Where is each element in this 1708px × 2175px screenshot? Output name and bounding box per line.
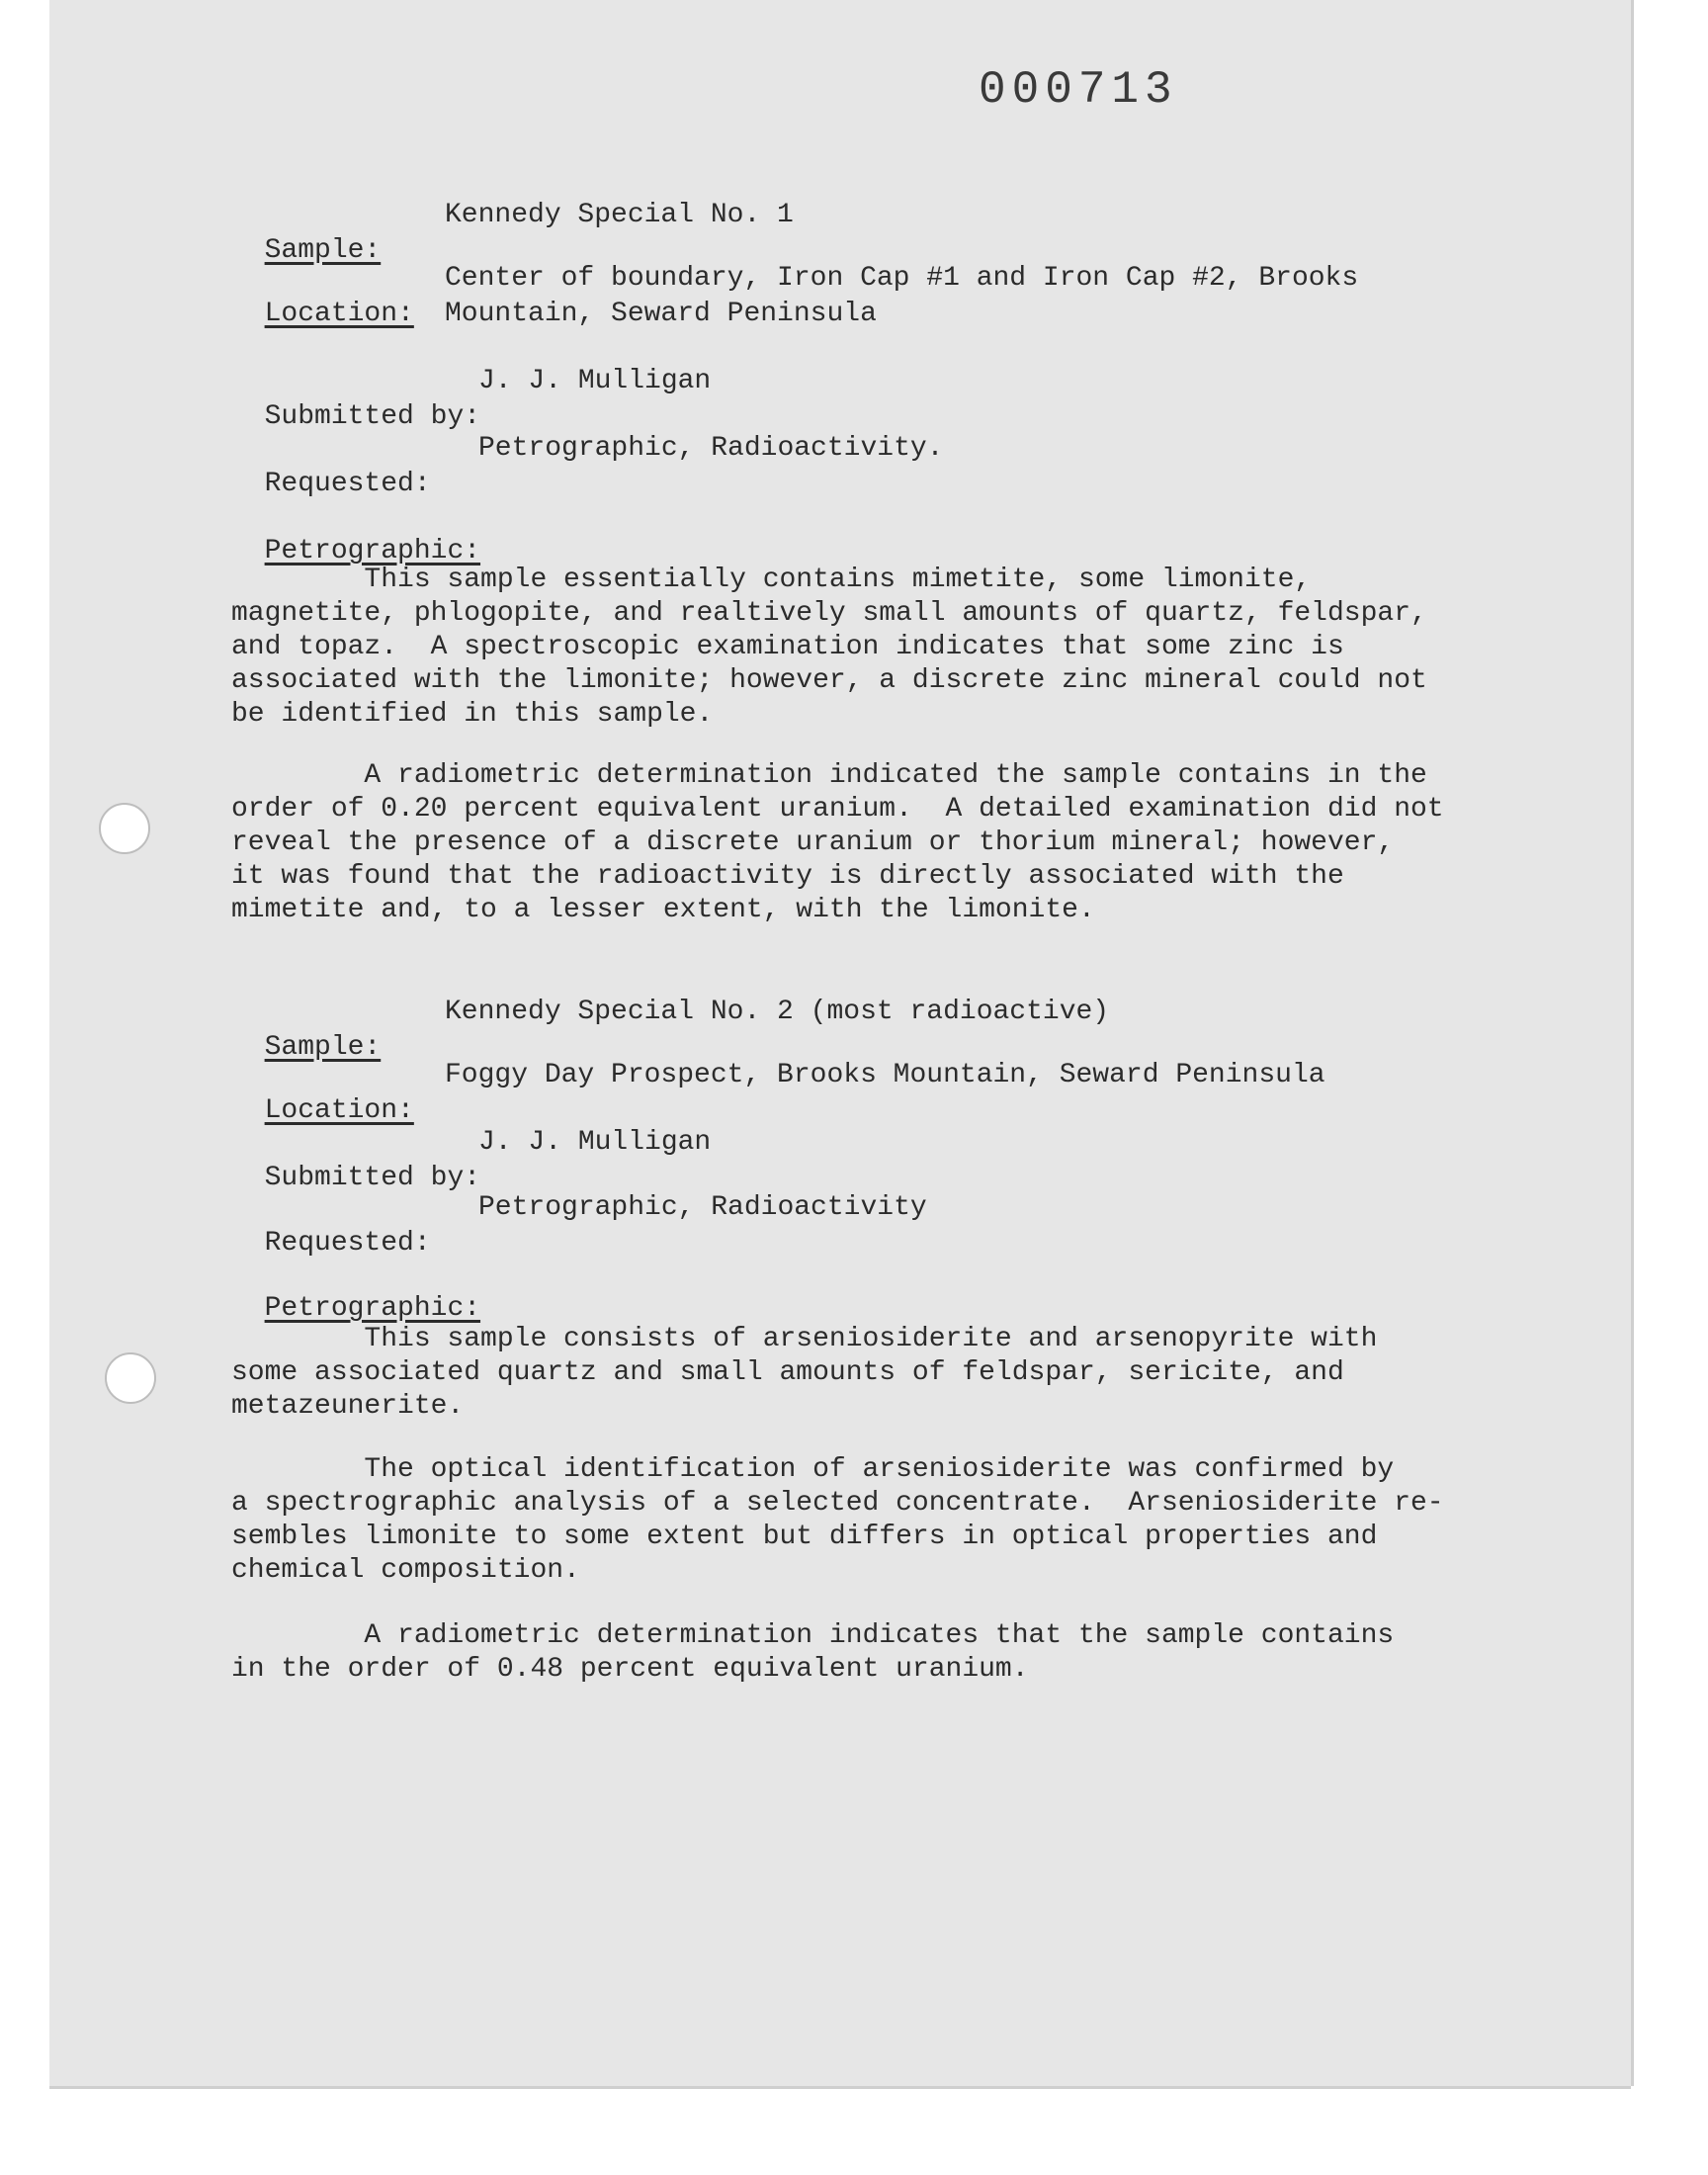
document-number: 000713 <box>979 64 1178 116</box>
punch-hole <box>105 1352 156 1404</box>
requested-label: Requested: <box>264 469 431 499</box>
petrographic-heading <box>231 1256 480 1327</box>
punch-hole <box>99 803 150 854</box>
paragraph: The optical identification of arseniosiderite was confirmed by a spectrographic analysis of a selected concentrate. Arseniosiderite re- sembles limonite to some extent but differs in optical properties and chemical composition. <box>231 1454 1444 1586</box>
requested-value: Petrographic, Radioactivity. <box>478 433 944 464</box>
location-value: Foggy Day Prospect, Brooks Mountain, Seward Peninsula <box>445 1060 1325 1090</box>
paragraph: A radiometric determination indicated the sample contains in the order of 0.20 percent equivalent uranium. A detailed examination did not reveal the presence of a discrete uranium or thorium mineral; however, it was found that the radioactivity is directly associated with the mimetite and, to a lesser extent, with the limonite. <box>231 760 1444 925</box>
location-label: Location: <box>264 299 414 329</box>
sample-value: Kennedy Special No. 1 <box>445 200 794 230</box>
paragraph: This sample essentially contains mimetite, some limonite, magnetite, phlogopite, and realtively small amounts of quartz, feldspar, and topaz. A spectroscopic examination indicates that some zinc is associated with the limonite; however, a discrete zinc mineral could not be identified in this sample. <box>231 565 1427 730</box>
requested-value: Petrographic, Radioactivity <box>478 1192 927 1223</box>
submitted-by-value: J. J. Mulligan <box>478 1127 712 1158</box>
location-label: Location: <box>264 1095 414 1126</box>
location-value: Center of boundary, Iron Cap #1 and Iron Cap #2, Brooks Mountain, Seward Peninsula <box>445 263 1359 329</box>
submitted-by-label: Submitted by: <box>264 1163 481 1193</box>
submitted-by-value: J. J. Mulligan <box>478 366 712 396</box>
paragraph: This sample consists of arseniosiderite and arsenopyrite with some associated quartz and small amounts of feldspar, sericite, and metazeunerite. <box>231 1324 1378 1422</box>
petrographic-label: Petrographic: <box>264 1293 481 1324</box>
paragraph: A radiometric determination indicates that the sample contains in the order of 0.48 percent equivalent uranium. <box>231 1620 1395 1685</box>
petrographic-label: Petrographic: <box>264 536 481 566</box>
petrographic-heading <box>231 498 480 569</box>
sample-label: Sample: <box>264 1032 382 1063</box>
sample-label: Sample: <box>264 235 382 266</box>
requested-label: Requested: <box>264 1228 431 1259</box>
submitted-by-label: Submitted by: <box>264 401 481 432</box>
location-field <box>231 261 1359 368</box>
sample-value: Kennedy Special No. 2 (most radioactive) <box>445 997 1110 1027</box>
